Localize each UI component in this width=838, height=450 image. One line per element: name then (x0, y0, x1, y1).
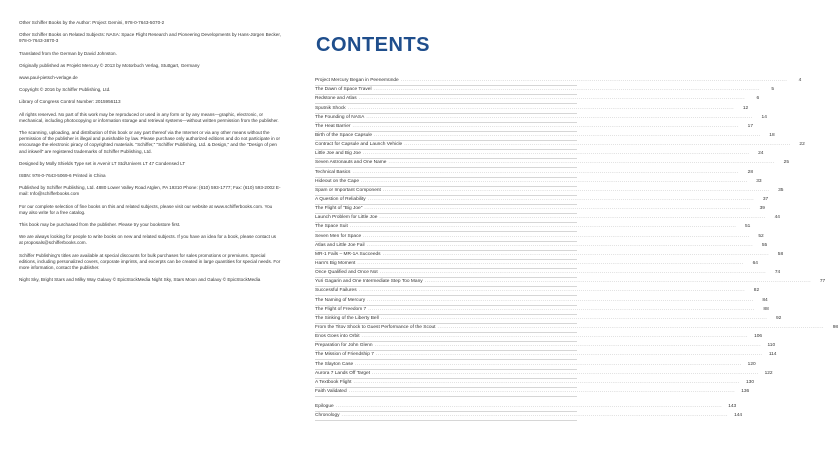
toc-leader-dots: ........................................................................................................................................................................................................ (364, 206, 751, 212)
toc-entry-page: 5 (771, 87, 775, 93)
toc-leader-dots: ........................................................................................................................................................................................................ (404, 142, 791, 148)
toc-entry-title: The Space Suit (315, 224, 348, 230)
toc-entry[interactable] (315, 168, 754, 177)
toc-entry-page: 24 (758, 151, 764, 157)
toc-entry-title: The Heat Barrier (315, 123, 351, 129)
toc-entry[interactable] (315, 95, 760, 104)
copyright-line: Originally published as Projekt Mercury © 2013 by Motorbuch Verlag, Stuttgart, Germany (19, 62, 200, 68)
toc-entry[interactable] (315, 178, 762, 187)
toc-entry-title: Once Qualified and Once Not (315, 270, 378, 276)
toc-leader-dots: ........................................................................................................................................................................................................ (357, 260, 744, 266)
copyright-line: Designed by Molly Shields Type set in Avenir LT Std/Univers LT 47 Condensed LT (19, 160, 186, 166)
toc-entry-page: 25 (783, 160, 790, 166)
toc-entry-page: 106 (754, 334, 763, 340)
toc-entry-page: 114 (768, 352, 777, 358)
toc-entry-title: Sputnik Shock (315, 105, 346, 111)
copyright-line: All rights reserved. No part of this work may be reproduced or used in any form or by any means—graphic, electronic, or mechanical, including photocopying or information storage and retrieval systems—without written permission from the publisher. (19, 111, 279, 123)
toc-entry-page: 22 (799, 142, 805, 148)
toc-entry[interactable] (315, 379, 754, 388)
toc-entry-page: 52 (758, 233, 764, 239)
toc-entry[interactable] (315, 132, 775, 141)
toc-entry[interactable] (315, 269, 781, 278)
toc-entry-title: The Flight of Freedom 7 (315, 306, 367, 312)
toc-leader-dots: ........................................................................................................................................................................................................ (361, 178, 748, 184)
toc-entry-page: 110 (767, 343, 776, 349)
toc-entry-title: Spam or Important Component (315, 187, 381, 193)
toc-leader-dots: ........................................................................................................................................................................................................ (366, 114, 753, 120)
toc-leader-dots: ........................................................................................................................................................................................................ (349, 224, 737, 230)
toc-entry-page: 74 (774, 270, 781, 276)
toc-leader-dots: ........................................................................................................................................................................................................ (362, 151, 750, 157)
toc-entry[interactable] (315, 196, 769, 205)
toc-entry-title: Contract for Capsule and Launch Vehicle (315, 142, 403, 148)
toc-entry-title: The Dawn of Space Travel (315, 87, 372, 93)
toc-entry-title: Project Mercury Began in Peenemünde (315, 78, 399, 84)
copyright-line: We are always looking for people to write books on new and related subjects. If you have an idea for a book, please contact us at proposals@schifferbooks.com. (19, 234, 277, 246)
copyright-line: For our complete selection of fine books on this and related subjects, please visit our website at www.schifferbooks.com. You may also write for a free catalog. (19, 203, 273, 215)
toc-entry-page: 35 (778, 187, 784, 193)
toc-entry-page: 82 (753, 288, 760, 294)
toc-entry[interactable] (315, 342, 776, 351)
toc-leader-dots: ........................................................................................................................................................................................................ (352, 169, 740, 175)
copyright-line: This book may be purchased from the publisher. Please try your bookstore first. (19, 222, 181, 228)
toc-entry-page: 77 (819, 279, 826, 285)
toc-entry-title: The Slayton Case (315, 361, 354, 367)
toc-entry-page: 88 (763, 306, 769, 312)
toc-entry-title: Ham's Big Moment (315, 260, 356, 266)
contents-list (315, 77, 838, 397)
toc-entry-page: 64 (752, 260, 758, 266)
toc-leader-dots: ........................................................................................................................................................................................................ (437, 324, 825, 330)
copyright-line: Library of Congress Control Number: 2015956113 (19, 99, 121, 105)
toc-entry[interactable] (315, 251, 784, 260)
toc-entry-page: 55 (761, 242, 768, 248)
toc-entry-page: 144 (734, 413, 743, 419)
contents-tail-list (315, 403, 743, 421)
toc-entry[interactable] (315, 351, 777, 360)
toc-entry[interactable] (315, 412, 743, 421)
copyright-line: Schiffer Publishing's titles are available at special discounts for bulk purchases for sales promotions or premiums. Special editions, including personalized covers, corporate imprints, and excerpts can be created in large quantities for special needs. For more information, contact the publisher. (19, 252, 281, 271)
toc-leader-dots: ........................................................................................................................................................................................................ (375, 352, 763, 358)
toc-leader-dots: ........................................................................................................................................................................................................ (358, 96, 746, 102)
toc-entry-page: 6 (756, 96, 760, 102)
toc-leader-dots: ........................................................................................................................................................................................................ (358, 288, 746, 294)
toc-entry-page: 120 (747, 361, 756, 367)
toc-entry-title: Redstone and Atlas (315, 96, 357, 102)
toc-entry-title: Seven Astronauts and One Name (315, 160, 387, 166)
toc-entry-title: The Naming of Mercury (315, 297, 366, 303)
toc-entry[interactable] (315, 114, 767, 123)
toc-entry-page: 136 (741, 388, 750, 394)
toc-entry[interactable] (315, 287, 760, 296)
toc-entry-title: MR-1 Fails – MR-1A Succeeds (315, 251, 381, 257)
toc-leader-dots: ........................................................................................................................................................................................................ (400, 78, 788, 84)
toc-leader-dots: ........................................................................................................................................................................................................ (382, 251, 770, 257)
toc-entry-page: 84 (762, 297, 768, 303)
copyright-line: Copyright © 2016 by Schiffer Publishing, Ltd. (19, 87, 111, 93)
toc-entry[interactable] (315, 232, 764, 241)
toc-entry[interactable] (315, 104, 749, 113)
toc-entry-title: Chronology (315, 413, 340, 419)
toc-leader-dots: ........................................................................................................................................................................................................ (380, 315, 768, 321)
toc-entry[interactable] (315, 159, 790, 168)
toc-entry-title: Preparation for John Glenn (315, 343, 373, 349)
toc-entry-title: Epilogue (315, 404, 334, 410)
copyright-line: Night Sky, Bright Stars and Milky Way Galaxy © EpicStockMedia Night Sky, Stars Moon and Galaxy © EpicStockMedia (19, 277, 261, 283)
toc-entry-title: Seven Men for Space (315, 233, 362, 239)
toc-entry-page: 98 (832, 324, 838, 330)
toc-entry[interactable] (315, 77, 802, 86)
toc-entry-title: The Flight of "Big Joe" (315, 206, 363, 212)
toc-entry-title: The Founding of NASA (315, 114, 365, 120)
toc-entry[interactable] (315, 306, 769, 315)
toc-leader-dots: ........................................................................................................................................................................................................ (374, 343, 762, 349)
toc-entry[interactable] (315, 223, 751, 232)
toc-leader-dots: ........................................................................................................................................................................................................ (335, 404, 723, 410)
toc-leader-dots: ........................................................................................................................................................................................................ (366, 242, 754, 248)
toc-leader-dots: ........................................................................................................................................................................................................ (367, 297, 754, 303)
toc-entry-page: 143 (728, 404, 737, 410)
toc-leader-dots: ........................................................................................................................................................................................................ (388, 160, 776, 166)
toc-entry-title: Technical Basics (315, 169, 351, 175)
toc-leader-dots: ........................................................................................................................................................................................................ (348, 388, 736, 394)
toc-entry-page: 58 (777, 251, 784, 257)
toc-leader-dots: ........................................................................................................................................................................................................ (361, 334, 749, 340)
copyright-line: Translated from the German by David Johnston. (19, 50, 117, 56)
toc-entry[interactable] (315, 260, 758, 269)
copyright-line: Published by Schiffer Publishing, Ltd. 4880 Lower Valley Road Atglen, PA 19310 Phone: (610) 593-1777; Fax: (610) 593-2002 E-mail: Info@schifferbooks.com (19, 185, 281, 197)
toc-entry-title: A Textbook Flight (315, 379, 352, 385)
toc-entry-page: 37 (762, 196, 769, 202)
copyright-line: ISBN: 978-0-7643-5069-6 Printed in China (19, 173, 106, 179)
toc-entry-title: Successful Failures (315, 288, 357, 294)
toc-entry-page: 4 (798, 78, 802, 84)
contents-page (315, 34, 838, 421)
copyright-line: The scanning, uploading, and distribution of this book or any part thereof via the Internet or via any other means without the permission of the publisher is illegal and punishable by law. Please purchase only authorized editions and do not participate in or encourage the electronic piracy of copyrighted materials. "Schiffer," "Schiffer Publishing, Ltd. & Design," and the "Design of pen and inkwell" are registered trademarks of Schiffer Publishing, Ltd. (19, 130, 280, 154)
toc-leader-dots: ........................................................................................................................................................................................................ (372, 370, 759, 376)
toc-leader-dots: ........................................................................................................................................................................................................ (379, 270, 767, 276)
toc-entry[interactable] (315, 388, 750, 397)
toc-entry-page: 17 (747, 123, 754, 129)
toc-entry-title: Yuri Gagarin and One Intermediate Step Too Many (315, 279, 423, 285)
toc-entry-page: 122 (764, 370, 773, 376)
toc-entry-page: 12 (742, 105, 749, 111)
copyright-line: Other Schiffer Books by the Author: Project Gemini, 978-0-7643-5070-2 (19, 20, 165, 25)
toc-leader-dots: ........................................................................................................................................................................................................ (373, 87, 761, 93)
toc-entry-page: 28 (747, 169, 754, 175)
toc-entry-title: Atlas and Little Joe Fail (315, 242, 365, 248)
toc-entry[interactable] (315, 150, 764, 159)
toc-entry-title: The Sinking of the Liberty Bell (315, 315, 379, 321)
toc-entry[interactable] (315, 86, 775, 95)
toc-entry-page: 39 (759, 206, 765, 212)
toc-entry-title: From the Titov Shock to Guest Performance of the Scout (315, 324, 436, 330)
contents-title: CONTENTS (316, 34, 430, 56)
toc-leader-dots: ........................................................................................................................................................................................................ (347, 105, 735, 111)
toc-entry-page: 14 (761, 114, 767, 120)
toc-entry[interactable] (315, 296, 768, 305)
toc-entry[interactable] (315, 370, 773, 379)
toc-entry-page: 18 (769, 132, 775, 138)
toc-entry-title: Hideout on the Cape (315, 178, 360, 184)
toc-leader-dots: ........................................................................................................................................................................................................ (382, 187, 770, 193)
toc-entry-title: Faith Validated (315, 388, 347, 394)
toc-entry[interactable] (315, 187, 784, 196)
toc-leader-dots: ........................................................................................................................................................................................................ (341, 413, 729, 419)
toc-entry[interactable] (315, 333, 763, 342)
toc-entry[interactable] (315, 242, 768, 251)
toc-entry[interactable] (315, 278, 826, 287)
toc-leader-dots: ........................................................................................................................................................................................................ (355, 361, 742, 367)
toc-leader-dots: ........................................................................................................................................................................................................ (363, 233, 750, 239)
toc-entry-title: Enos Goes into Orbit (315, 334, 360, 340)
toc-entry[interactable] (315, 205, 765, 214)
toc-entry[interactable] (315, 141, 805, 150)
copyright-page (19, 20, 281, 289)
toc-entry[interactable] (315, 403, 737, 412)
toc-entry-page: 33 (756, 178, 762, 184)
toc-entry-page: 51 (745, 224, 751, 230)
copyright-line: Other Schiffer Books on Related Subjects: NASA: Space Flight Research and Pioneering Developments by Hans-Jürgen Becker, 978-0-7643-3870-3 (19, 32, 281, 44)
toc-leader-dots: ........................................................................................................................................................................................................ (353, 379, 740, 385)
toc-leader-dots: ........................................................................................................................................................................................................ (424, 279, 812, 285)
toc-entry[interactable] (315, 324, 838, 333)
toc-entry[interactable] (315, 315, 782, 324)
toc-entry-title: Little Joe and Big Joe (315, 151, 361, 157)
toc-leader-dots: ........................................................................................................................................................................................................ (368, 306, 755, 312)
toc-leader-dots: ........................................................................................................................................................................................................ (352, 123, 740, 129)
copyright-line: www.paul-pietsch-verlage.de (19, 75, 78, 81)
toc-leader-dots: ........................................................................................................................................................................................................ (367, 196, 755, 202)
toc-entry-page: 92 (775, 315, 782, 321)
toc-leader-dots: ........................................................................................................................................................................................................ (379, 215, 766, 221)
toc-entry-page: 130 (745, 379, 754, 385)
toc-entry-title: Launch Problem for Little Joe (315, 215, 378, 221)
toc-entry-title: The Mission of Friendship 7 (315, 352, 374, 358)
toc-entry[interactable] (315, 360, 756, 369)
toc-entry-page: 44 (774, 215, 780, 221)
toc-entry-title: Birth of the Space Capsule (315, 132, 373, 138)
toc-entry[interactable] (315, 123, 754, 132)
toc-entry-title: A Question of Reliability (315, 196, 366, 202)
toc-leader-dots: ........................................................................................................................................................................................................ (374, 132, 761, 138)
toc-entry-title: Aurora 7 Lands Off Target (315, 370, 371, 376)
toc-entry[interactable] (315, 214, 780, 223)
